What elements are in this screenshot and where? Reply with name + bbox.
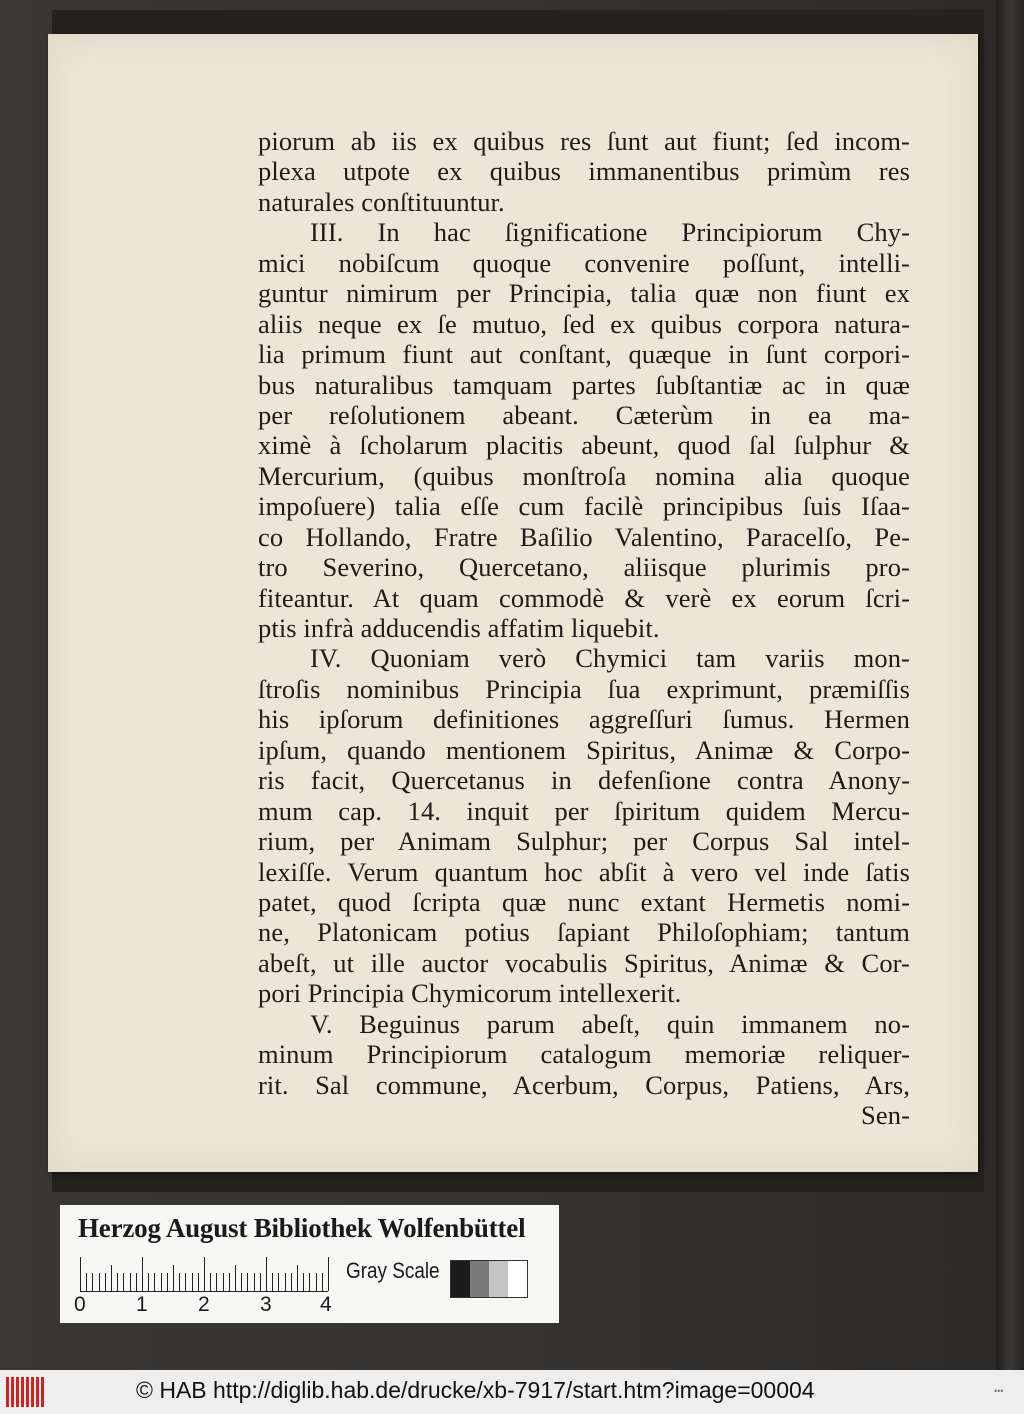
ruler-tick <box>192 1273 193 1291</box>
ruler-number: 3 <box>260 1293 272 1316</box>
ruler-tick <box>291 1273 292 1291</box>
gray-scale-swatches <box>450 1260 528 1298</box>
book-page <box>48 34 978 1172</box>
footer-bar <box>0 1370 1024 1414</box>
ruler-number: 4 <box>320 1293 332 1316</box>
text-line: IV. Quoniam verò Chymici tam variis mon- <box>310 643 910 674</box>
text-line: guntur nimirum per Principia, talia quæ non fiunt ex <box>258 278 910 309</box>
text-line: pori Principia Chymicorum intellexerit. <box>258 978 682 1009</box>
ruler-tick <box>266 1257 267 1291</box>
ruler-tick <box>235 1265 236 1291</box>
gray-swatch <box>470 1261 489 1297</box>
text-line: mici nobiſcum quoque convenire poſſunt, intelli- <box>258 247 910 278</box>
gray-swatch <box>451 1261 470 1297</box>
ruler-numbers <box>74 1293 344 1319</box>
ruler-tick <box>309 1273 310 1291</box>
text-line: rit. Sal commune, Acerbum, Corpus, Patiens, Ars, <box>258 1069 910 1100</box>
text-line: impoſuere) talia eſſe cum facilè principibus ſuis Iſaa- <box>258 491 910 522</box>
text-line: patet, quod ſcripta quæ nunc extant Hermetis nomi- <box>258 886 910 917</box>
book-spine-edge <box>996 0 1024 1370</box>
ruler-tick <box>167 1273 168 1291</box>
ruler-tick <box>105 1273 106 1291</box>
ruler-tick <box>297 1265 298 1291</box>
text-line: abeſt, ut ille auctor vocabulis Spiritus, Animæ & Cor- <box>258 947 910 978</box>
text-line: ne, Platonicam potius ſapiant Philoſophiam; tantum <box>258 917 910 948</box>
text-line: ris facit, Quercetanus in defenſione contra Anony- <box>258 765 910 796</box>
ruler-number: 1 <box>136 1293 148 1316</box>
gray-scale-label: Gray Scale <box>346 1258 440 1283</box>
ruler-tick <box>99 1273 100 1291</box>
text-line: piorum ab iis ex quibus res ſunt aut fiunt; ſed incom- <box>258 126 910 156</box>
ruler-tick <box>92 1273 93 1291</box>
ruler-tick <box>173 1265 174 1291</box>
ruler-tick <box>278 1273 279 1291</box>
ruler-tick <box>216 1273 217 1291</box>
ruler-tick <box>316 1273 317 1291</box>
text-line: III. In hac ſignificatione Principiorum Chy- <box>310 217 910 248</box>
text-line: lexiſſe. Verum quantum hoc abſit à vero vel inde ſatis <box>258 856 910 887</box>
ruler-number: 2 <box>198 1293 210 1316</box>
ruler-tick <box>161 1273 162 1291</box>
ruler-tick <box>198 1273 199 1291</box>
text-line: rium, per Animam Sulphur; per Corpus Sal intel- <box>258 826 910 857</box>
ruler-tick <box>80 1257 81 1291</box>
page-text <box>258 126 910 1130</box>
text-line: ximè à ſcholarum placitis abeunt, quod ſal ſulphur & <box>258 430 910 461</box>
text-line: plexa utpote ex quibus immanentibus primùm res <box>258 156 910 187</box>
ruler-tick <box>303 1273 304 1291</box>
text-line: naturales conſtituuntur. <box>258 186 505 217</box>
ruler-tick <box>223 1273 224 1291</box>
ruler-tick <box>154 1273 155 1291</box>
ruler-tick <box>179 1273 180 1291</box>
text-line: his ipſorum definitiones aggreſſuri ſumus. Hermen <box>258 704 910 735</box>
footer-mark-icon: ••• <box>994 1386 1004 1396</box>
text-line: mum cap. 14. inquit per ſpiritum quidem Mercu- <box>258 795 910 826</box>
ruler-tick <box>241 1273 242 1291</box>
ruler-tick <box>86 1273 87 1291</box>
color-calibration-card <box>60 1205 559 1323</box>
ruler-tick <box>117 1273 118 1291</box>
ruler-tick <box>210 1273 211 1291</box>
ruler-tick <box>142 1257 143 1291</box>
scale-ruler <box>80 1257 328 1292</box>
ruler-tick <box>285 1273 286 1291</box>
library-name: Herzog August Bibliothek Wolfenbüttel <box>78 1213 526 1243</box>
text-line: ipſum, quando mentionem Spiritus, Animæ & Corpo- <box>258 734 910 765</box>
text-line: ptis infrà adducendis affatim liquebit. <box>258 613 660 643</box>
ruler-tick <box>130 1273 131 1291</box>
text-line: fiteantur. At quam commodè & verè ex eorum ſcri- <box>258 582 910 613</box>
ruler-tick <box>185 1273 186 1291</box>
text-line: tro Severino, Quercetano, aliisque plurimis pro- <box>258 552 910 583</box>
ruler-tick <box>328 1257 329 1291</box>
gray-swatch <box>489 1261 508 1297</box>
ruler-tick <box>272 1273 273 1291</box>
text-line: bus naturalibus tamquam partes ſubſtantiæ ac in quæ <box>258 369 910 400</box>
catchword: Sen- <box>861 1100 910 1130</box>
text-line: aliis neque ex ſe mutuo, ſed ex quibus corpora natura- <box>258 308 910 339</box>
gray-swatch <box>508 1261 527 1297</box>
ruler-tick <box>229 1273 230 1291</box>
ruler-tick <box>260 1273 261 1291</box>
ruler-tick <box>322 1273 323 1291</box>
ruler-tick <box>247 1273 248 1291</box>
text-line: V. Beguinus parum abeſt, quin immanem no- <box>310 1008 910 1039</box>
ruler-tick <box>123 1273 124 1291</box>
hab-logo-icon <box>6 1377 46 1407</box>
ruler-tick <box>204 1257 205 1291</box>
ruler-number: 0 <box>74 1293 86 1316</box>
text-line: lia primum fiunt aut conſtant, quæque in ſunt corpori- <box>258 339 910 370</box>
text-line: co Hollando, Fratre Baſilio Valentino, Paracelſo, Pe- <box>258 521 910 552</box>
text-line: ſtroſis nominibus Principia ſua exprimunt, præmiſſis <box>258 673 910 704</box>
ruler-tick <box>136 1273 137 1291</box>
text-line: Mercurium, (quibus monſtroſa nomina alia quoque <box>258 460 910 491</box>
text-line: minum Principiorum catalogum memoriæ reliquer- <box>258 1039 910 1070</box>
text-line: per reſolutionem abeant. Cæterùm in ea ma- <box>258 399 910 430</box>
ruler-tick <box>148 1273 149 1291</box>
ruler-tick <box>254 1273 255 1291</box>
ruler-tick <box>111 1265 112 1291</box>
copyright-link[interactable]: © HAB http://diglib.hab.de/drucke/xb-7917/start.htm?image=00004 <box>136 1377 815 1403</box>
